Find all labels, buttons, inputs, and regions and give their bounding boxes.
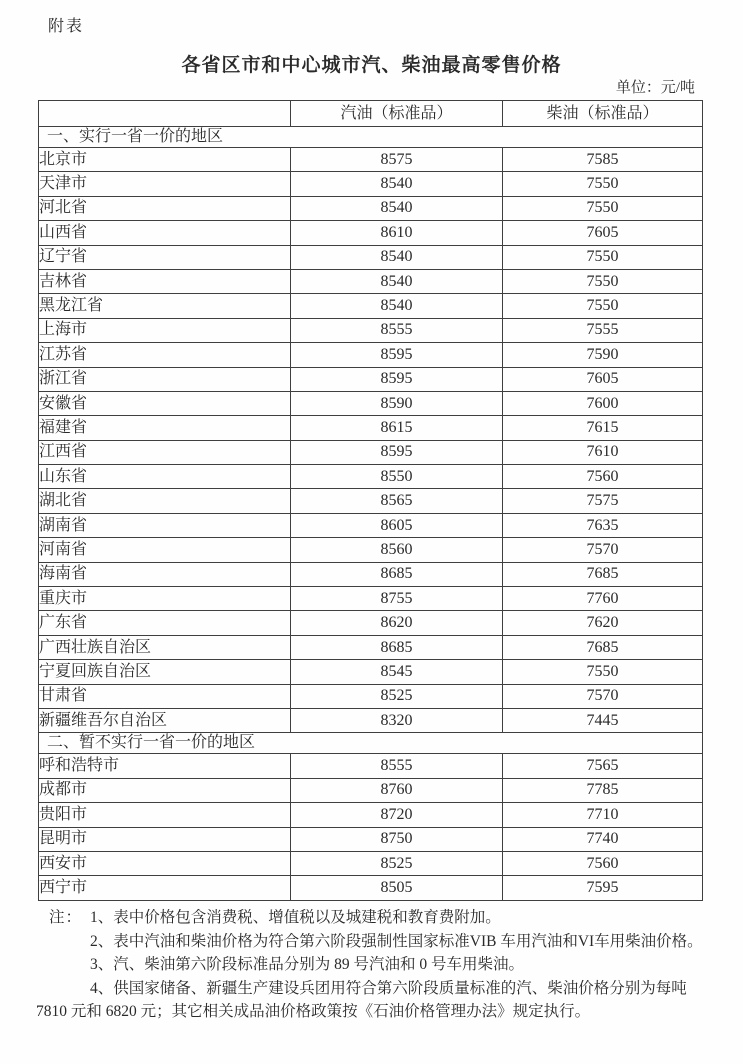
region-cell: 天津市 (39, 172, 291, 196)
region-cell: 呼和浩特市 (39, 754, 291, 778)
region-cell: 山东省 (39, 465, 291, 489)
diesel-price-cell: 7635 (503, 513, 703, 537)
region-cell: 河南省 (39, 538, 291, 562)
note-item (36, 906, 706, 930)
region-cell: 昆明市 (39, 827, 291, 851)
column-header-gasoline: 汽油（标准品） (291, 101, 503, 127)
gasoline-price-cell: 8755 (291, 587, 503, 611)
section-header-row (39, 127, 703, 148)
gasoline-price-cell: 8540 (291, 172, 503, 196)
gasoline-price-cell: 8685 (291, 635, 503, 659)
column-header-region (39, 101, 291, 127)
region-cell: 成都市 (39, 778, 291, 802)
table-row (39, 684, 703, 708)
note-item: 2、表中汽油和柴油价格为符合第六阶段强制性国家标准VIB 车用汽油和VI车用柴油价格。 (90, 932, 703, 950)
diesel-price-cell: 7590 (503, 343, 703, 367)
gasoline-price-cell: 8555 (291, 318, 503, 342)
region-cell: 海南省 (39, 562, 291, 586)
table-row (39, 876, 703, 900)
column-header-diesel: 柴油（标准品） (503, 101, 703, 127)
region-cell: 广东省 (39, 611, 291, 635)
region-cell: 江西省 (39, 440, 291, 464)
fuel-price-table (38, 100, 703, 901)
diesel-price-cell: 7550 (503, 196, 703, 220)
table-row (39, 827, 703, 851)
gasoline-price-cell: 8525 (291, 851, 503, 875)
gasoline-price-cell: 8560 (291, 538, 503, 562)
gasoline-price-cell: 8525 (291, 684, 503, 708)
table-row (39, 343, 703, 367)
table-row (39, 489, 703, 513)
header-row (39, 101, 703, 127)
gasoline-price-cell: 8540 (291, 245, 503, 269)
region-cell: 福建省 (39, 416, 291, 440)
gasoline-price-cell: 8595 (291, 367, 503, 391)
region-cell: 北京市 (39, 148, 291, 172)
diesel-price-cell: 7605 (503, 367, 703, 391)
table-row (39, 465, 703, 489)
table-row (39, 221, 703, 245)
table-row (39, 245, 703, 269)
attachment-label: 附表 (48, 18, 85, 35)
gasoline-price-cell: 8620 (291, 611, 503, 635)
notes (36, 906, 706, 1024)
gasoline-price-cell: 8540 (291, 294, 503, 318)
gasoline-price-cell: 8550 (291, 465, 503, 489)
gasoline-price-cell: 8750 (291, 827, 503, 851)
diesel-price-cell: 7550 (503, 245, 703, 269)
table-row (39, 196, 703, 220)
table-row (39, 635, 703, 659)
diesel-price-cell: 7565 (503, 754, 703, 778)
diesel-price-cell: 7445 (503, 708, 703, 732)
region-cell: 新疆维吾尔自治区 (39, 708, 291, 732)
table-row (39, 851, 703, 875)
region-cell: 西宁市 (39, 876, 291, 900)
gasoline-price-cell: 8605 (291, 513, 503, 537)
table-row (39, 416, 703, 440)
diesel-price-cell: 7595 (503, 876, 703, 900)
table-row (39, 172, 703, 196)
region-cell: 河北省 (39, 196, 291, 220)
diesel-price-cell: 7685 (503, 562, 703, 586)
diesel-price-cell: 7550 (503, 269, 703, 293)
section-title: 一、实行一省一价的地区 (39, 127, 703, 148)
gasoline-price-cell: 8505 (291, 876, 503, 900)
region-cell: 浙江省 (39, 367, 291, 391)
diesel-price-cell: 7570 (503, 538, 703, 562)
gasoline-price-cell: 8565 (291, 489, 503, 513)
table-row (39, 440, 703, 464)
table-row (39, 611, 703, 635)
region-cell: 贵阳市 (39, 803, 291, 827)
table-row (39, 513, 703, 537)
table-row (39, 754, 703, 778)
diesel-price-cell: 7555 (503, 318, 703, 342)
table-row (39, 367, 703, 391)
gasoline-price-cell: 8320 (291, 708, 503, 732)
region-cell: 黑龙江省 (39, 294, 291, 318)
table-row (39, 778, 703, 802)
diesel-price-cell: 7550 (503, 294, 703, 318)
note-item: 4、供国家储备、新疆生产建设兵团用符合第六阶段质量标准的汽、柴油价格分别为每吨7810 元和 6820 元；其它相关成品油价格政策按《石油价格管理办法》规定执行。 (36, 979, 687, 1020)
diesel-price-cell: 7585 (503, 148, 703, 172)
diesel-price-cell: 7550 (503, 660, 703, 684)
table-row (39, 587, 703, 611)
region-cell: 辽宁省 (39, 245, 291, 269)
gasoline-price-cell: 8595 (291, 343, 503, 367)
table-row (39, 391, 703, 415)
region-cell: 吉林省 (39, 269, 291, 293)
gasoline-price-cell: 8545 (291, 660, 503, 684)
gasoline-price-cell: 8540 (291, 196, 503, 220)
table-row (39, 660, 703, 684)
notes-label: 注： (49, 909, 83, 926)
region-cell: 重庆市 (39, 587, 291, 611)
region-cell: 上海市 (39, 318, 291, 342)
region-cell: 安徽省 (39, 391, 291, 415)
diesel-price-cell: 7615 (503, 416, 703, 440)
table-row (39, 538, 703, 562)
table-row (39, 708, 703, 732)
region-cell: 湖北省 (39, 489, 291, 513)
region-cell: 湖南省 (39, 513, 291, 537)
diesel-price-cell: 7560 (503, 851, 703, 875)
page-title: 各省区市和中心城市汽、柴油最高零售价格 (181, 55, 562, 76)
gasoline-price-cell: 8575 (291, 148, 503, 172)
gasoline-price-cell: 8610 (291, 221, 503, 245)
note-item: 3、汽、柴油第六阶段标准品分别为 89 号汽油和 0 号车用柴油。 (90, 956, 525, 973)
section-title: 二、暂不实行一省一价的地区 (39, 733, 703, 754)
table-body (39, 127, 703, 901)
table-row (39, 148, 703, 172)
diesel-price-cell: 7600 (503, 391, 703, 415)
diesel-price-cell: 7710 (503, 803, 703, 827)
table-row (39, 803, 703, 827)
gasoline-price-cell: 8760 (291, 778, 503, 802)
table-row (39, 318, 703, 342)
region-cell: 宁夏回族自治区 (39, 660, 291, 684)
region-cell: 山西省 (39, 221, 291, 245)
region-cell: 西安市 (39, 851, 291, 875)
gasoline-price-cell: 8540 (291, 269, 503, 293)
region-cell: 江苏省 (39, 343, 291, 367)
diesel-price-cell: 7570 (503, 684, 703, 708)
unit-label: 单位：元/吨 (615, 80, 695, 96)
gasoline-price-cell: 8720 (291, 803, 503, 827)
region-cell: 广西壮族自治区 (39, 635, 291, 659)
section-header-row (39, 733, 703, 754)
diesel-price-cell: 7575 (503, 489, 703, 513)
diesel-price-cell: 7550 (503, 172, 703, 196)
diesel-price-cell: 7610 (503, 440, 703, 464)
table-row (39, 562, 703, 586)
note-text: 1、表中价格包含消费税、增值税以及城建税和教育费附加。 (90, 909, 501, 926)
gasoline-price-cell: 8615 (291, 416, 503, 440)
gasoline-price-cell: 8595 (291, 440, 503, 464)
table-row (39, 294, 703, 318)
region-cell: 甘肃省 (39, 684, 291, 708)
diesel-price-cell: 7605 (503, 221, 703, 245)
diesel-price-cell: 7740 (503, 827, 703, 851)
diesel-price-cell: 7685 (503, 635, 703, 659)
gasoline-price-cell: 8555 (291, 754, 503, 778)
diesel-price-cell: 7785 (503, 778, 703, 802)
gasoline-price-cell: 8685 (291, 562, 503, 586)
gasoline-price-cell: 8590 (291, 391, 503, 415)
diesel-price-cell: 7760 (503, 587, 703, 611)
diesel-price-cell: 7560 (503, 465, 703, 489)
diesel-price-cell: 7620 (503, 611, 703, 635)
table-header (39, 101, 703, 127)
table-row (39, 269, 703, 293)
